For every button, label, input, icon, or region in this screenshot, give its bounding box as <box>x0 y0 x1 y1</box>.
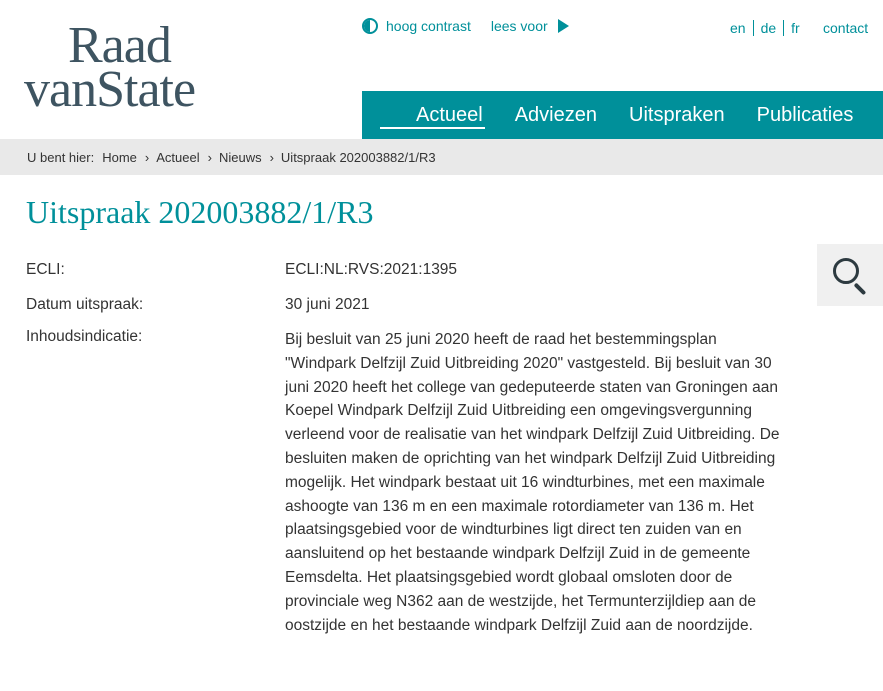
field-label: Datum uitspraak: <box>26 296 144 313</box>
search-icon <box>833 258 867 292</box>
logo-line-1: Raad <box>68 17 171 74</box>
chevron-right-icon: › <box>144 149 150 165</box>
read-aloud-button[interactable] <box>491 18 569 34</box>
lang-de[interactable]: de <box>753 20 784 36</box>
language-switcher <box>730 20 807 36</box>
read-aloud-label: lees voor <box>490 18 548 34</box>
contrast-icon <box>362 18 378 34</box>
site-logo[interactable] <box>24 17 196 118</box>
field-row-summary <box>26 328 786 637</box>
contact-link[interactable]: contact <box>823 20 869 36</box>
breadcrumb <box>0 139 883 175</box>
field-label: ECLI: <box>26 261 65 278</box>
field-row-date <box>26 293 786 316</box>
nav-item-actueel[interactable]: Actueel <box>362 91 499 139</box>
field-value: ECLI:NL:RVS:2021:1395 <box>285 261 458 278</box>
nav-item-uitspraken[interactable]: Uitspraken <box>629 104 725 126</box>
lang-en[interactable]: en <box>730 20 746 36</box>
breadcrumb-nieuws[interactable]: Nieuws <box>218 149 262 165</box>
field-row-ecli <box>26 258 786 281</box>
page-title: Uitspraak 202003882/1/R3 <box>26 194 374 230</box>
breadcrumb-home[interactable]: Home <box>102 149 137 165</box>
utility-bar <box>362 18 569 34</box>
breadcrumb-actueel[interactable]: Actueel <box>156 149 200 165</box>
field-value: Bij besluit van 25 juni 2020 heeft de raad het bestemmingsplan "Windpark Delfzijl Zuid Uitbreiding 2020" vastgesteld. Bij besluit van 30 juni 2020 heeft het college van gedeputeerde staten van Groningen aan Koepel Windpark Delfzijl Zuid Uitbreiding een omgevingsvergunning verleend voor de realisatie van het windpark Delfzijl Zuid Uitbreiding. De besluiten maken de oprichting van het windpark Delfzijl Zuid Uitbreiding mogelijk. Het windpark bestaat uit 16 windturbines, met een maximale ashoogte van 136 m en een maximale rotordiameter van 136 m. Het plaatsingsgebied voor de windturbines ligt direct ten zuiden van en aansluitend op het bestaande windpark Delfzijl Zuid in de gemeente Eemsdelta. Het plaatsingsgebied wordt globaal omsloten door de provinciale weg N362 aan de westzijde, het Termunterzijldiep aan de oostzijde en het bestaande windpark Delfzijl Zuid aan de noordzijde. <box>285 331 780 634</box>
logo-line-2: vanState <box>24 61 196 118</box>
nav-item-adviezen[interactable]: Adviezen <box>514 104 597 126</box>
lang-fr[interactable]: fr <box>783 20 807 36</box>
play-icon <box>558 19 569 33</box>
high-contrast-toggle[interactable] <box>362 18 471 34</box>
high-contrast-label: hoog contrast <box>386 18 471 34</box>
chevron-right-icon: › <box>207 149 212 165</box>
breadcrumb-prefix: U bent hier: <box>27 149 95 165</box>
breadcrumb-current: Uitspraak 202003882/1/R3 <box>280 149 436 165</box>
field-label: Inhoudsindicatie: <box>26 328 143 345</box>
case-details <box>26 258 786 649</box>
field-value: 30 juni 2021 <box>285 296 370 313</box>
nav-item-publicaties[interactable]: Publicaties <box>756 104 854 126</box>
main-nav <box>362 91 883 139</box>
search-button[interactable] <box>817 244 883 306</box>
chevron-right-icon: › <box>269 149 274 165</box>
